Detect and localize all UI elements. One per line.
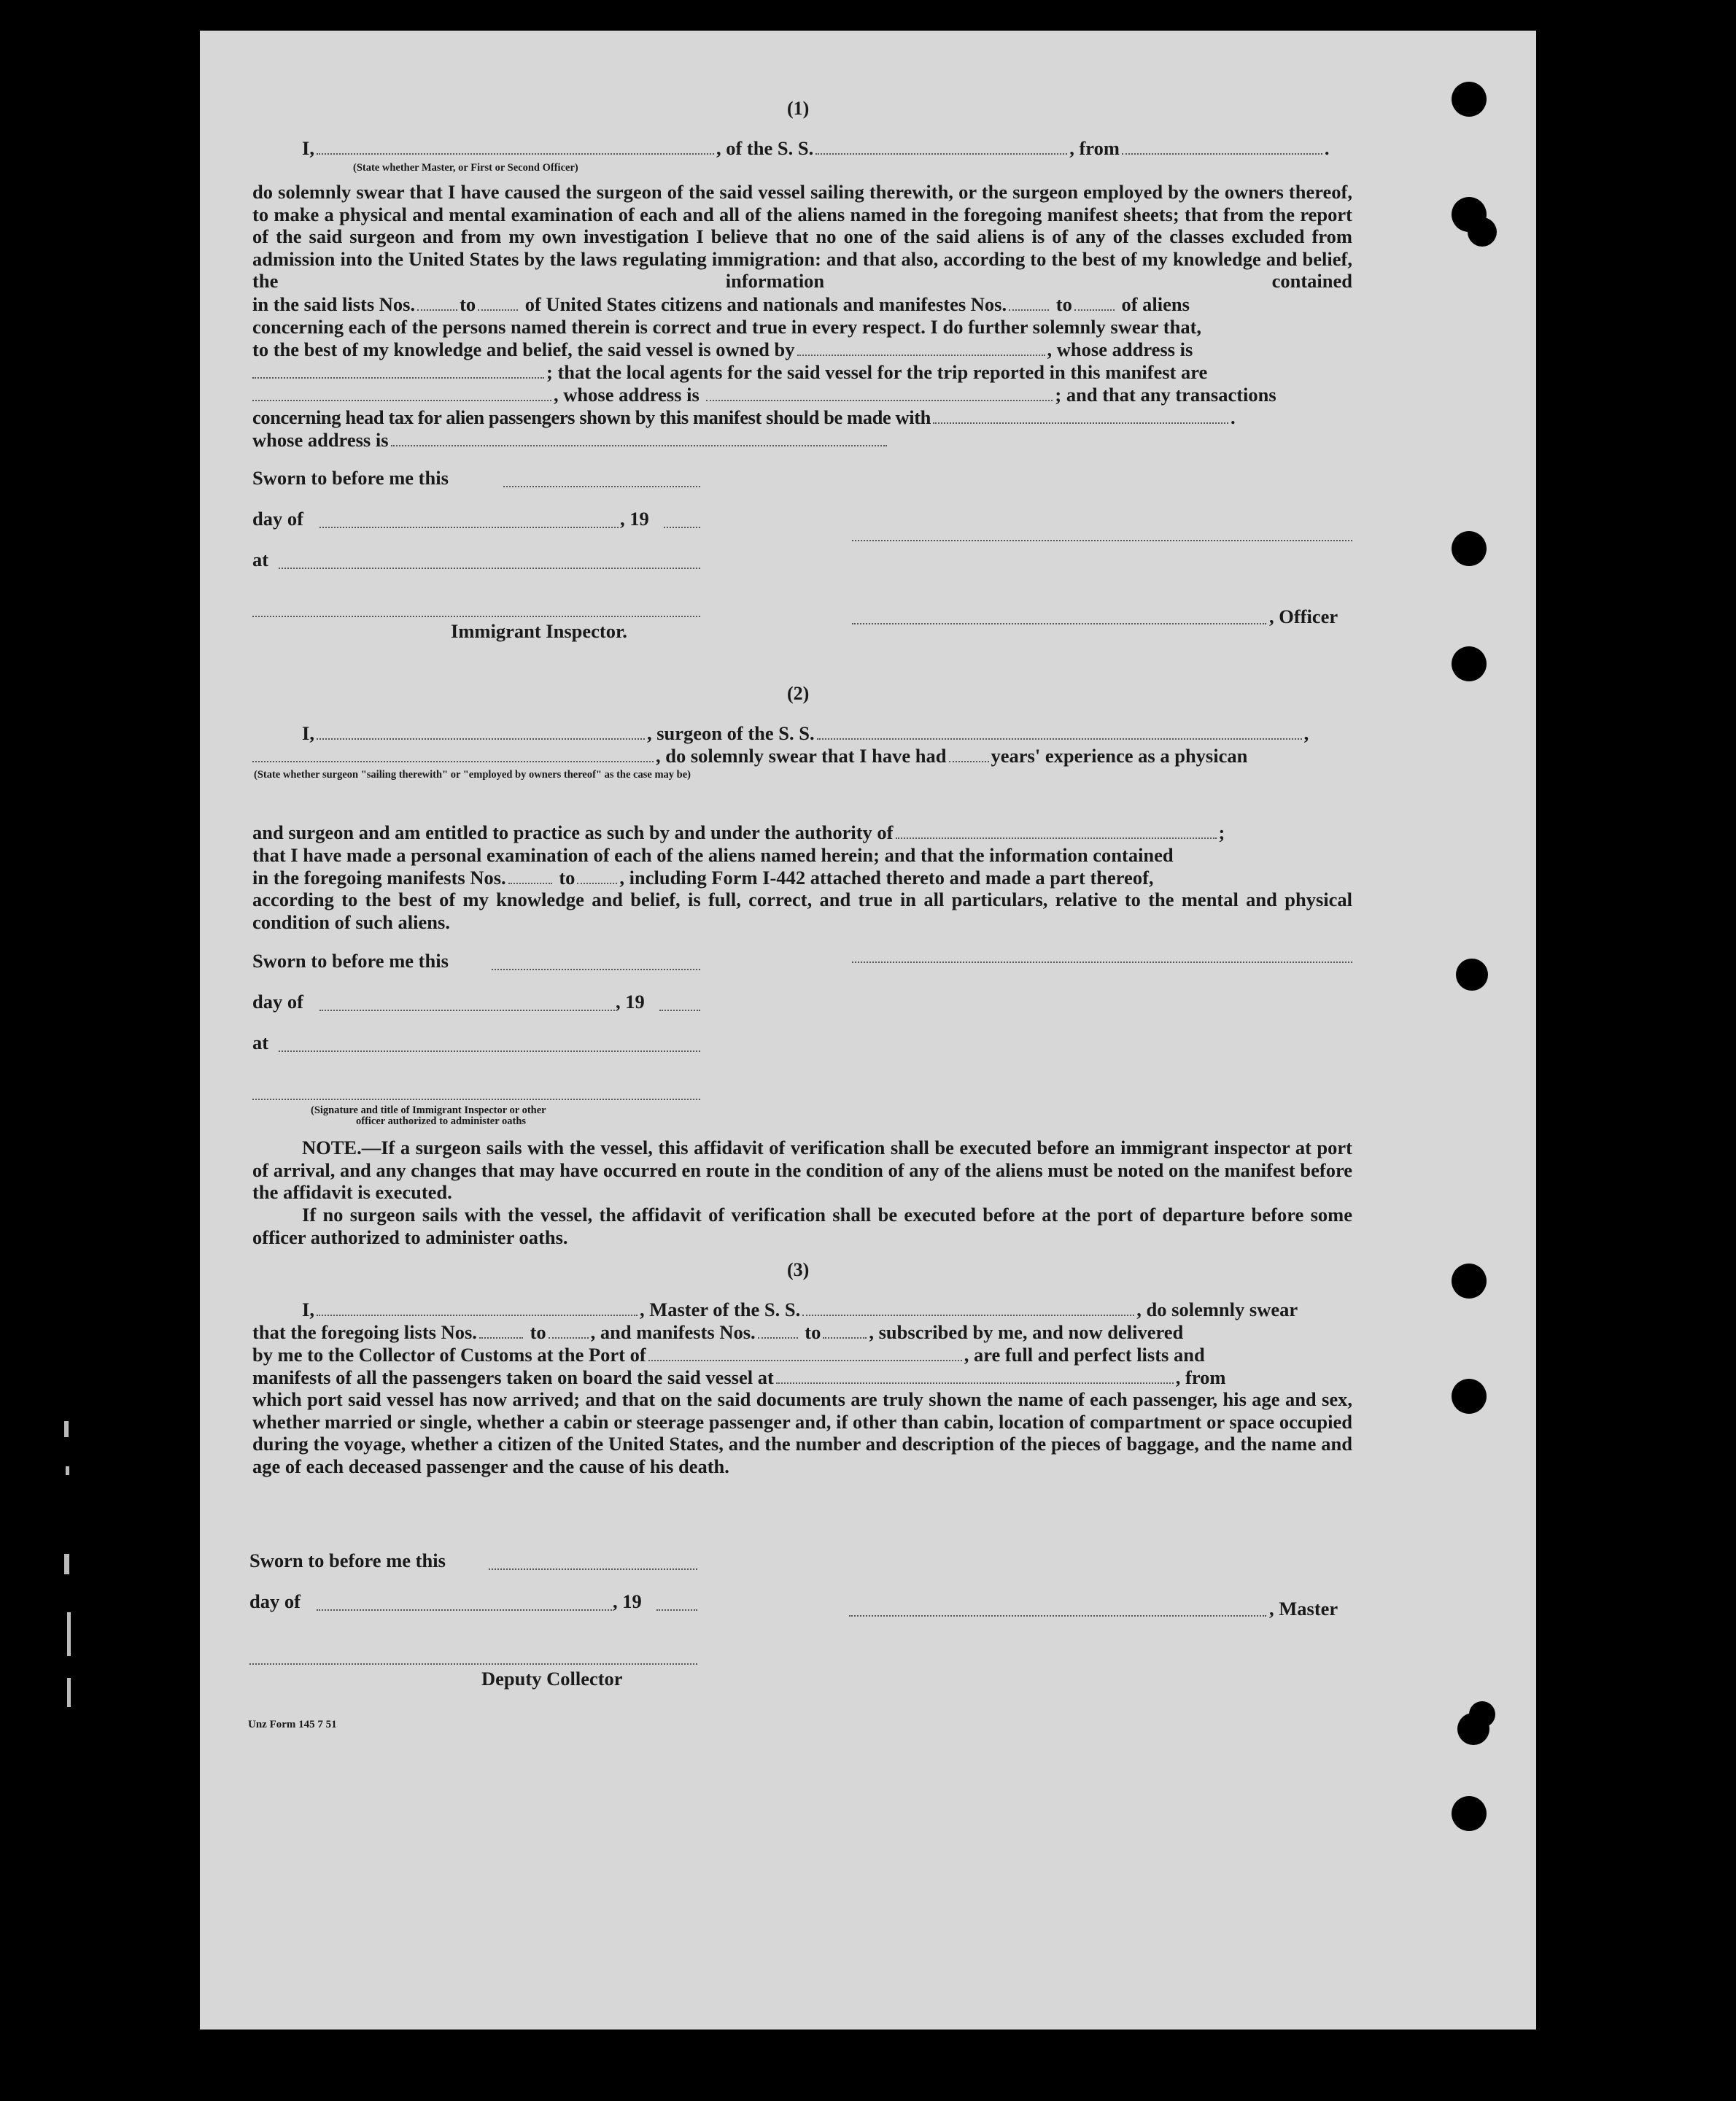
head-tax-contact-field[interactable] (933, 422, 1228, 424)
officer-title-field[interactable] (852, 623, 1266, 624)
section-2-authority-line (252, 821, 1225, 843)
label-manifests-nos: , and manifests Nos. (590, 1321, 756, 1343)
label-to: to (460, 293, 476, 315)
day-of-field[interactable] (319, 1010, 615, 1011)
day-of-field[interactable] (319, 527, 619, 528)
edge-artifact (67, 1612, 71, 1656)
edge-artifact (64, 1421, 69, 1437)
section-2-number: (2) (787, 683, 810, 704)
semicolon: ; (1218, 821, 1225, 843)
binder-hole (1456, 959, 1488, 991)
binder-hole (1452, 82, 1487, 117)
label-perfect-lists: , are full and perfect lists and (964, 1344, 1205, 1366)
lists-to-field[interactable] (549, 1336, 589, 1339)
section-2-line-2 (252, 745, 1247, 767)
authority-field[interactable] (896, 837, 1217, 839)
label-whose-address: whose address is (252, 429, 389, 451)
year-field[interactable] (659, 1010, 700, 1011)
section-3-paragraph: which port said vessel has now arrived; and that on the said documents are truly shown the name of each passenger, his age and sex, whether married or single, whether a cabin or steerage passenger and, if other than cabin, location of compartment or space occupied during the voyage, whether a citizen of the United States, and the number and description of the pieces of baggage, and the name and age of each deceased passenger and the cause of his death. (252, 1388, 1352, 1477)
binder-hole (1452, 1264, 1487, 1299)
vessel-name-field[interactable] (802, 1314, 1134, 1316)
at-label: at (252, 1032, 269, 1053)
owner-field[interactable] (797, 354, 1045, 356)
section-1-number: (1) (787, 98, 810, 119)
day-of-label: day of (249, 1590, 301, 1612)
section-1-line-1 (302, 137, 1330, 159)
surgeon-note: (State whether surgeon "sailing therewith" or "employed by owners thereof" as the case may be) (254, 769, 691, 781)
section-1-head-tax-line (252, 406, 1235, 428)
year-label: , 19 (620, 508, 649, 530)
manifests-from-field[interactable] (758, 1336, 798, 1339)
boarding-port-field[interactable] (776, 1382, 1174, 1384)
manifests-to-field[interactable] (577, 882, 617, 884)
label-master-of-ss: , Master of the S. S. (639, 1299, 801, 1320)
binder-hole (1452, 531, 1487, 566)
day-of-label: day of (252, 508, 303, 530)
day-of-field[interactable] (317, 1609, 612, 1611)
label-authority: and surgeon and am entitled to practice as such by and under the authority of (252, 821, 894, 843)
label-form-i442: , including Form I-442 attached thereto and made a part thereof, (619, 867, 1154, 889)
period: . (1230, 406, 1236, 428)
section-3-line-4 (252, 1366, 1225, 1388)
manifests-to-field[interactable] (823, 1336, 867, 1339)
section-1-line-concerning: concerning each of the persons named therein is correct and true in every respect. I do further solemnly swear that, (252, 316, 1202, 338)
section-1-whose-address-line (252, 429, 889, 451)
sworn-label: Sworn to before me this (252, 467, 449, 489)
section-1-agents-line (252, 361, 1207, 383)
surgeon-status-field[interactable] (252, 760, 654, 762)
label-taken-on-board: manifests of all the passengers taken on board the said vessel at (252, 1366, 774, 1388)
section-3-line-1 (302, 1299, 1298, 1320)
inspector-label: Immigrant Inspector. (451, 620, 627, 642)
label-i: I, (302, 722, 314, 744)
section-2-manifests-line (252, 867, 1154, 889)
edge-artifact (66, 1466, 69, 1475)
deputy-collector-label: Deputy Collector (481, 1668, 623, 1690)
collector-signature-field[interactable] (249, 1663, 697, 1665)
sworn-day-field[interactable] (492, 969, 700, 970)
year-label: , 19 (616, 991, 645, 1013)
label-whose-address: , whose address is (554, 384, 700, 406)
comma: , (1303, 722, 1309, 744)
head-tax-address-field[interactable] (391, 444, 887, 446)
master-signature-field[interactable] (852, 540, 1352, 541)
label-to: to (805, 1321, 821, 1343)
master-label: , Master (1269, 1598, 1338, 1620)
label-years-physician: years' experience as a physican (991, 745, 1248, 767)
label-manifests-nos: of United States citizens and nationals and manifestes Nos. (524, 293, 1007, 315)
lists-from-field[interactable] (417, 309, 457, 311)
signature-note: officer authorized to administer oaths (356, 1115, 527, 1127)
officer-name-field[interactable] (317, 152, 714, 155)
officer-note: (State whether Master, or First or Second Officer) (353, 162, 578, 174)
label-port-of: by me to the Collector of Customs at the Port of (252, 1344, 646, 1366)
surgeon-signature-field[interactable] (852, 961, 1352, 963)
label-surgeon-of-ss: , surgeon of the S. S. (646, 722, 815, 744)
at-label: at (252, 549, 269, 570)
form-page (200, 31, 1536, 2030)
vessel-name-field[interactable] (817, 738, 1302, 740)
section-3-line-3 (252, 1344, 1205, 1366)
surgeon-name-field[interactable] (317, 738, 645, 740)
label-local-agents: ; that the local agents for the said vessel for the trip reported in this manifest are (546, 361, 1208, 383)
agents-address-field[interactable] (706, 399, 1053, 401)
owner-address-field[interactable] (252, 376, 544, 379)
label-subscribed: , subscribed by me, and now delivered (869, 1321, 1184, 1343)
note-paragraph: If no surgeon sails with the vessel, the affidavit of verification shall be executed before at the port of departure before some officer authorized to administer oaths. (252, 1204, 1352, 1248)
binder-hole (1452, 1796, 1487, 1831)
vessel-name-field[interactable] (815, 152, 1067, 155)
from-port-field[interactable] (1122, 152, 1322, 155)
label-lists-nos: in the said lists Nos. (252, 293, 416, 315)
year-label: , 19 (613, 1590, 642, 1612)
sworn-label: Sworn to before me this (252, 950, 449, 972)
section-1-paragraph: do solemnly swear that I have caused the surgeon of the said vessel sailing therewith, or the surgeon employed by the owners thereof, to make a physical and mental examination of each and all of the aliens named in the foregoing manifest sheets; that from the report of the said surgeon and from my own investigation I believe that no one of the said aliens is of any of the classes excluded from admission into the United States by the laws regulating immigration: and that also, according to the best of my knowledge and belief, the information contained (252, 181, 1352, 293)
at-field[interactable] (279, 1050, 700, 1052)
day-of-label: day of (252, 991, 303, 1013)
period: . (1324, 137, 1330, 159)
label-from: , from (1175, 1366, 1226, 1388)
sworn-day-field[interactable] (489, 1568, 697, 1570)
years-field[interactable] (949, 760, 989, 762)
label-of-ss: , of the S. S. (716, 137, 814, 159)
label-to: to (1055, 293, 1072, 315)
agents-field[interactable] (252, 399, 551, 401)
label-to: to (559, 867, 576, 889)
at-field[interactable] (279, 568, 700, 569)
label-to: to (530, 1321, 546, 1343)
manifests-from-field[interactable] (1009, 309, 1049, 311)
form-number: Unz Form 145 7 51 (248, 1719, 337, 1730)
section-3-line-2 (252, 1321, 1183, 1343)
note-paragraph: NOTE.—If a surgeon sails with the vessel, this affidavit of verification shall be executed before an immigrant inspector at port of arrival, and any changes that may have occurred en route in the condition of any of the aliens must be noted on the manifest before the affidavit is executed. (252, 1137, 1352, 1204)
officer-label: , Officer (1269, 605, 1338, 627)
master-name-field[interactable] (317, 1314, 638, 1316)
binder-hole (1452, 646, 1487, 681)
label-owned-by: to the best of my knowledge and belief, the said vessel is owned by (252, 338, 795, 360)
year-field[interactable] (656, 1609, 697, 1611)
section-1-agents-address-line (252, 384, 1276, 406)
lists-from-field[interactable] (479, 1336, 523, 1339)
lists-to-field[interactable] (478, 309, 518, 311)
section-1-owner-line (252, 338, 1193, 360)
label-from: , from (1069, 137, 1120, 159)
label-head-tax: concerning head tax for alien passengers shown by this manifest should be made with (252, 406, 931, 428)
manifests-from-field[interactable] (508, 882, 552, 884)
section-1-lists-line (252, 293, 1190, 315)
label-i: I, (302, 1299, 314, 1320)
section-2-line-1 (302, 722, 1309, 744)
label-manifests-nos: in the foregoing manifests Nos. (252, 867, 506, 889)
label-i: I, (302, 137, 314, 159)
port-field[interactable] (648, 1359, 962, 1361)
manifests-to-field[interactable] (1074, 309, 1115, 311)
binder-hole (1469, 1701, 1495, 1727)
label-swear: , do solemnly swear (1136, 1299, 1298, 1320)
sworn-day-field[interactable] (503, 486, 700, 487)
binder-hole (1468, 217, 1497, 247)
section-2-line-examination: that I have made a personal examination of each of the aliens named herein; and that the information contained (252, 844, 1174, 866)
signature-note: (Signature and title of Immigrant Inspector or other (311, 1104, 546, 1116)
section-3-number: (3) (787, 1259, 810, 1280)
label-lists-nos: that the foregoing lists Nos. (252, 1321, 477, 1343)
inspector-signature-field[interactable] (252, 1099, 700, 1100)
label-of-aliens: of aliens (1121, 293, 1190, 315)
edge-artifact (67, 1678, 71, 1707)
label-transactions: ; and that any transactions (1055, 384, 1276, 406)
master-signature-field[interactable] (849, 1615, 1266, 1617)
sworn-label: Sworn to before me this (249, 1549, 446, 1571)
label-whose-address: , whose address is (1047, 338, 1193, 360)
inspector-signature-field[interactable] (252, 616, 700, 617)
edge-artifact (64, 1554, 69, 1574)
binder-hole (1452, 1379, 1487, 1414)
label-experience: , do solemnly swear that I have had (656, 745, 947, 767)
section-2-paragraph: according to the best of my knowledge and belief, is full, correct, and true in all particulars, relative to the mental and physical condition of such aliens. (252, 889, 1352, 933)
year-field[interactable] (664, 527, 700, 528)
